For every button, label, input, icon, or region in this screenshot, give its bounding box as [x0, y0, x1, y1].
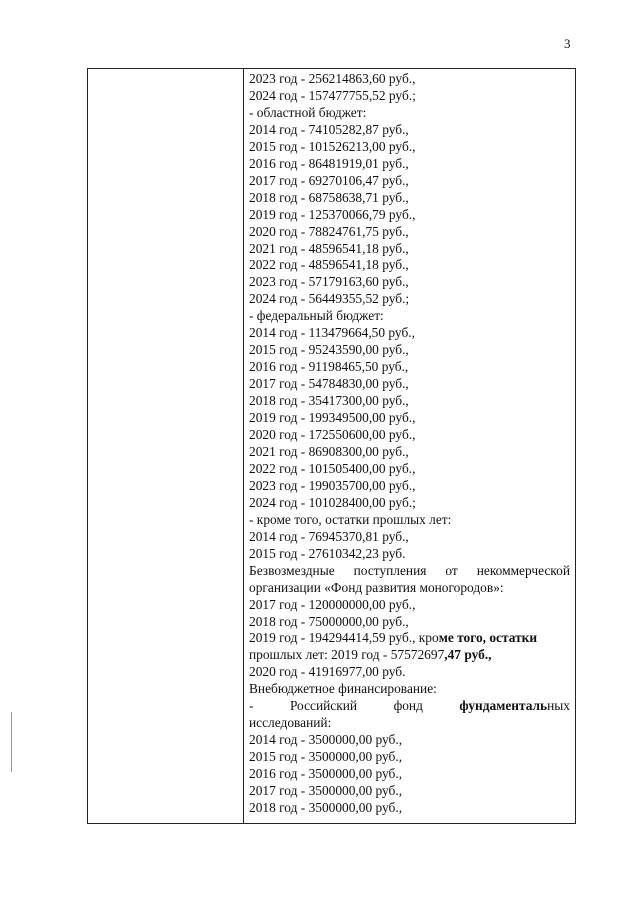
- text-line-2019: [249, 630, 570, 647]
- fund-line-dash: -: [249, 698, 254, 714]
- text-line: 2015 год - 95243590,00 руб.,: [249, 342, 409, 358]
- text-line: 2018 год - 35417300,00 руб.,: [249, 393, 409, 409]
- text-line: 2021 год - 86908300,00 руб.,: [249, 443, 409, 459]
- text-line: 2021 год - 48596541,18 руб.,: [249, 240, 409, 256]
- text-line: 2017 год - 3500000,00 руб.,: [249, 783, 403, 799]
- regional-budget-heading: - областной бюджет:: [249, 104, 367, 120]
- text-line: 2016 год - 86481919,01 руб.,: [249, 155, 409, 171]
- text-line: 2017 год - 120000000,00 руб.,: [249, 596, 416, 612]
- text-line: 2015 год - 27610342,23 руб.: [249, 545, 406, 561]
- text-line: 2016 год - 3500000,00 руб.,: [249, 766, 403, 782]
- offbudget-heading: Внебюджетное финансирование:: [249, 681, 437, 697]
- fund-line-tail: ных: [547, 698, 570, 714]
- text-line: 2014 год - 76945370,81 руб.,: [249, 528, 409, 544]
- page-number: 3: [564, 36, 571, 51]
- text-line: 2018 год - 75000000,00 руб.,: [249, 613, 409, 629]
- text-line: 2015 год - 101526213,00 руб.,: [249, 138, 416, 154]
- fund-line-bold: фундаменталь: [459, 698, 548, 714]
- text-line: 2020 год - 172550600,00 руб.,: [249, 427, 416, 443]
- grant-heading-cont: организации «Фонд развития моногородов»:: [249, 579, 504, 595]
- budget-text-column: [249, 71, 570, 817]
- text-line: 2019 год - 125370066,79 руб.,: [249, 206, 416, 222]
- text-line: 2014 год - 113479664,50 руб.,: [249, 325, 415, 341]
- margin-mark: [11, 712, 12, 772]
- text-line: 2022 год - 48596541,18 руб.,: [249, 257, 409, 273]
- text-line-2019-cont: [249, 647, 570, 664]
- text-line: 2015 год - 3500000,00 руб.,: [249, 749, 403, 765]
- fund-line-word: Российский: [289, 698, 358, 714]
- prior-years-heading: - кроме того, остатки прошлых лет:: [249, 511, 452, 527]
- fund-line-cont: исследований:: [249, 715, 332, 731]
- text-line: 2020 год - 78824761,75 руб.,: [249, 223, 409, 239]
- text-line: 2023 год - 57179163,60 руб.,: [249, 274, 409, 290]
- text-line-2020: 2020 год - 41916977,00 руб.: [249, 664, 406, 680]
- fund-line-word: [459, 698, 570, 715]
- text-line: 2023 год - 199035700,00 руб.,: [249, 477, 416, 493]
- text-line: 2018 год - 68758638,71 руб.,: [249, 189, 409, 205]
- text-line: 2023 год - 256214863,60 руб.,: [249, 71, 416, 86]
- federal-budget-heading: - федеральный бюджет:: [249, 308, 384, 324]
- text-line: 2014 год - 74105282,87 руб.,: [249, 121, 409, 137]
- text-line: 2016 год - 91198465,50 руб.,: [249, 359, 409, 375]
- grant-heading: Безвозмездные поступления от некоммерческой: [249, 562, 570, 578]
- text-line: 2014 год - 3500000,00 руб.,: [249, 732, 403, 748]
- fund-line: [249, 698, 570, 715]
- text-line: 2017 год - 54784830,00 руб.,: [249, 376, 409, 392]
- text-line: 2017 год - 69270106,47 руб.,: [249, 172, 409, 188]
- column-divider: [243, 69, 244, 823]
- text-line-2019-bold: ме того, остатки: [438, 630, 538, 646]
- text-line-2019-cont-part: прошлых лет: 2019 год - 57572697: [249, 647, 445, 663]
- text-line: 2022 год - 101505400,00 руб.,: [249, 460, 416, 476]
- text-line: 2024 год - 157477755,52 руб.;: [249, 87, 416, 103]
- budget-table: [87, 68, 576, 824]
- fund-line-word: фонд: [393, 698, 423, 714]
- text-line: 2018 год - 3500000,00 руб.,: [249, 799, 403, 815]
- text-line: 2019 год - 199349500,00 руб.,: [249, 410, 416, 426]
- text-line-2019-cont-bold: ,47 руб.,: [444, 647, 492, 663]
- text-line: 2024 год - 56449355,52 руб.;: [249, 291, 410, 307]
- text-line-2019-part: 2019 год - 194294414,59 руб., кро: [249, 630, 439, 646]
- text-line: 2024 год - 101028400,00 руб.;: [249, 494, 416, 510]
